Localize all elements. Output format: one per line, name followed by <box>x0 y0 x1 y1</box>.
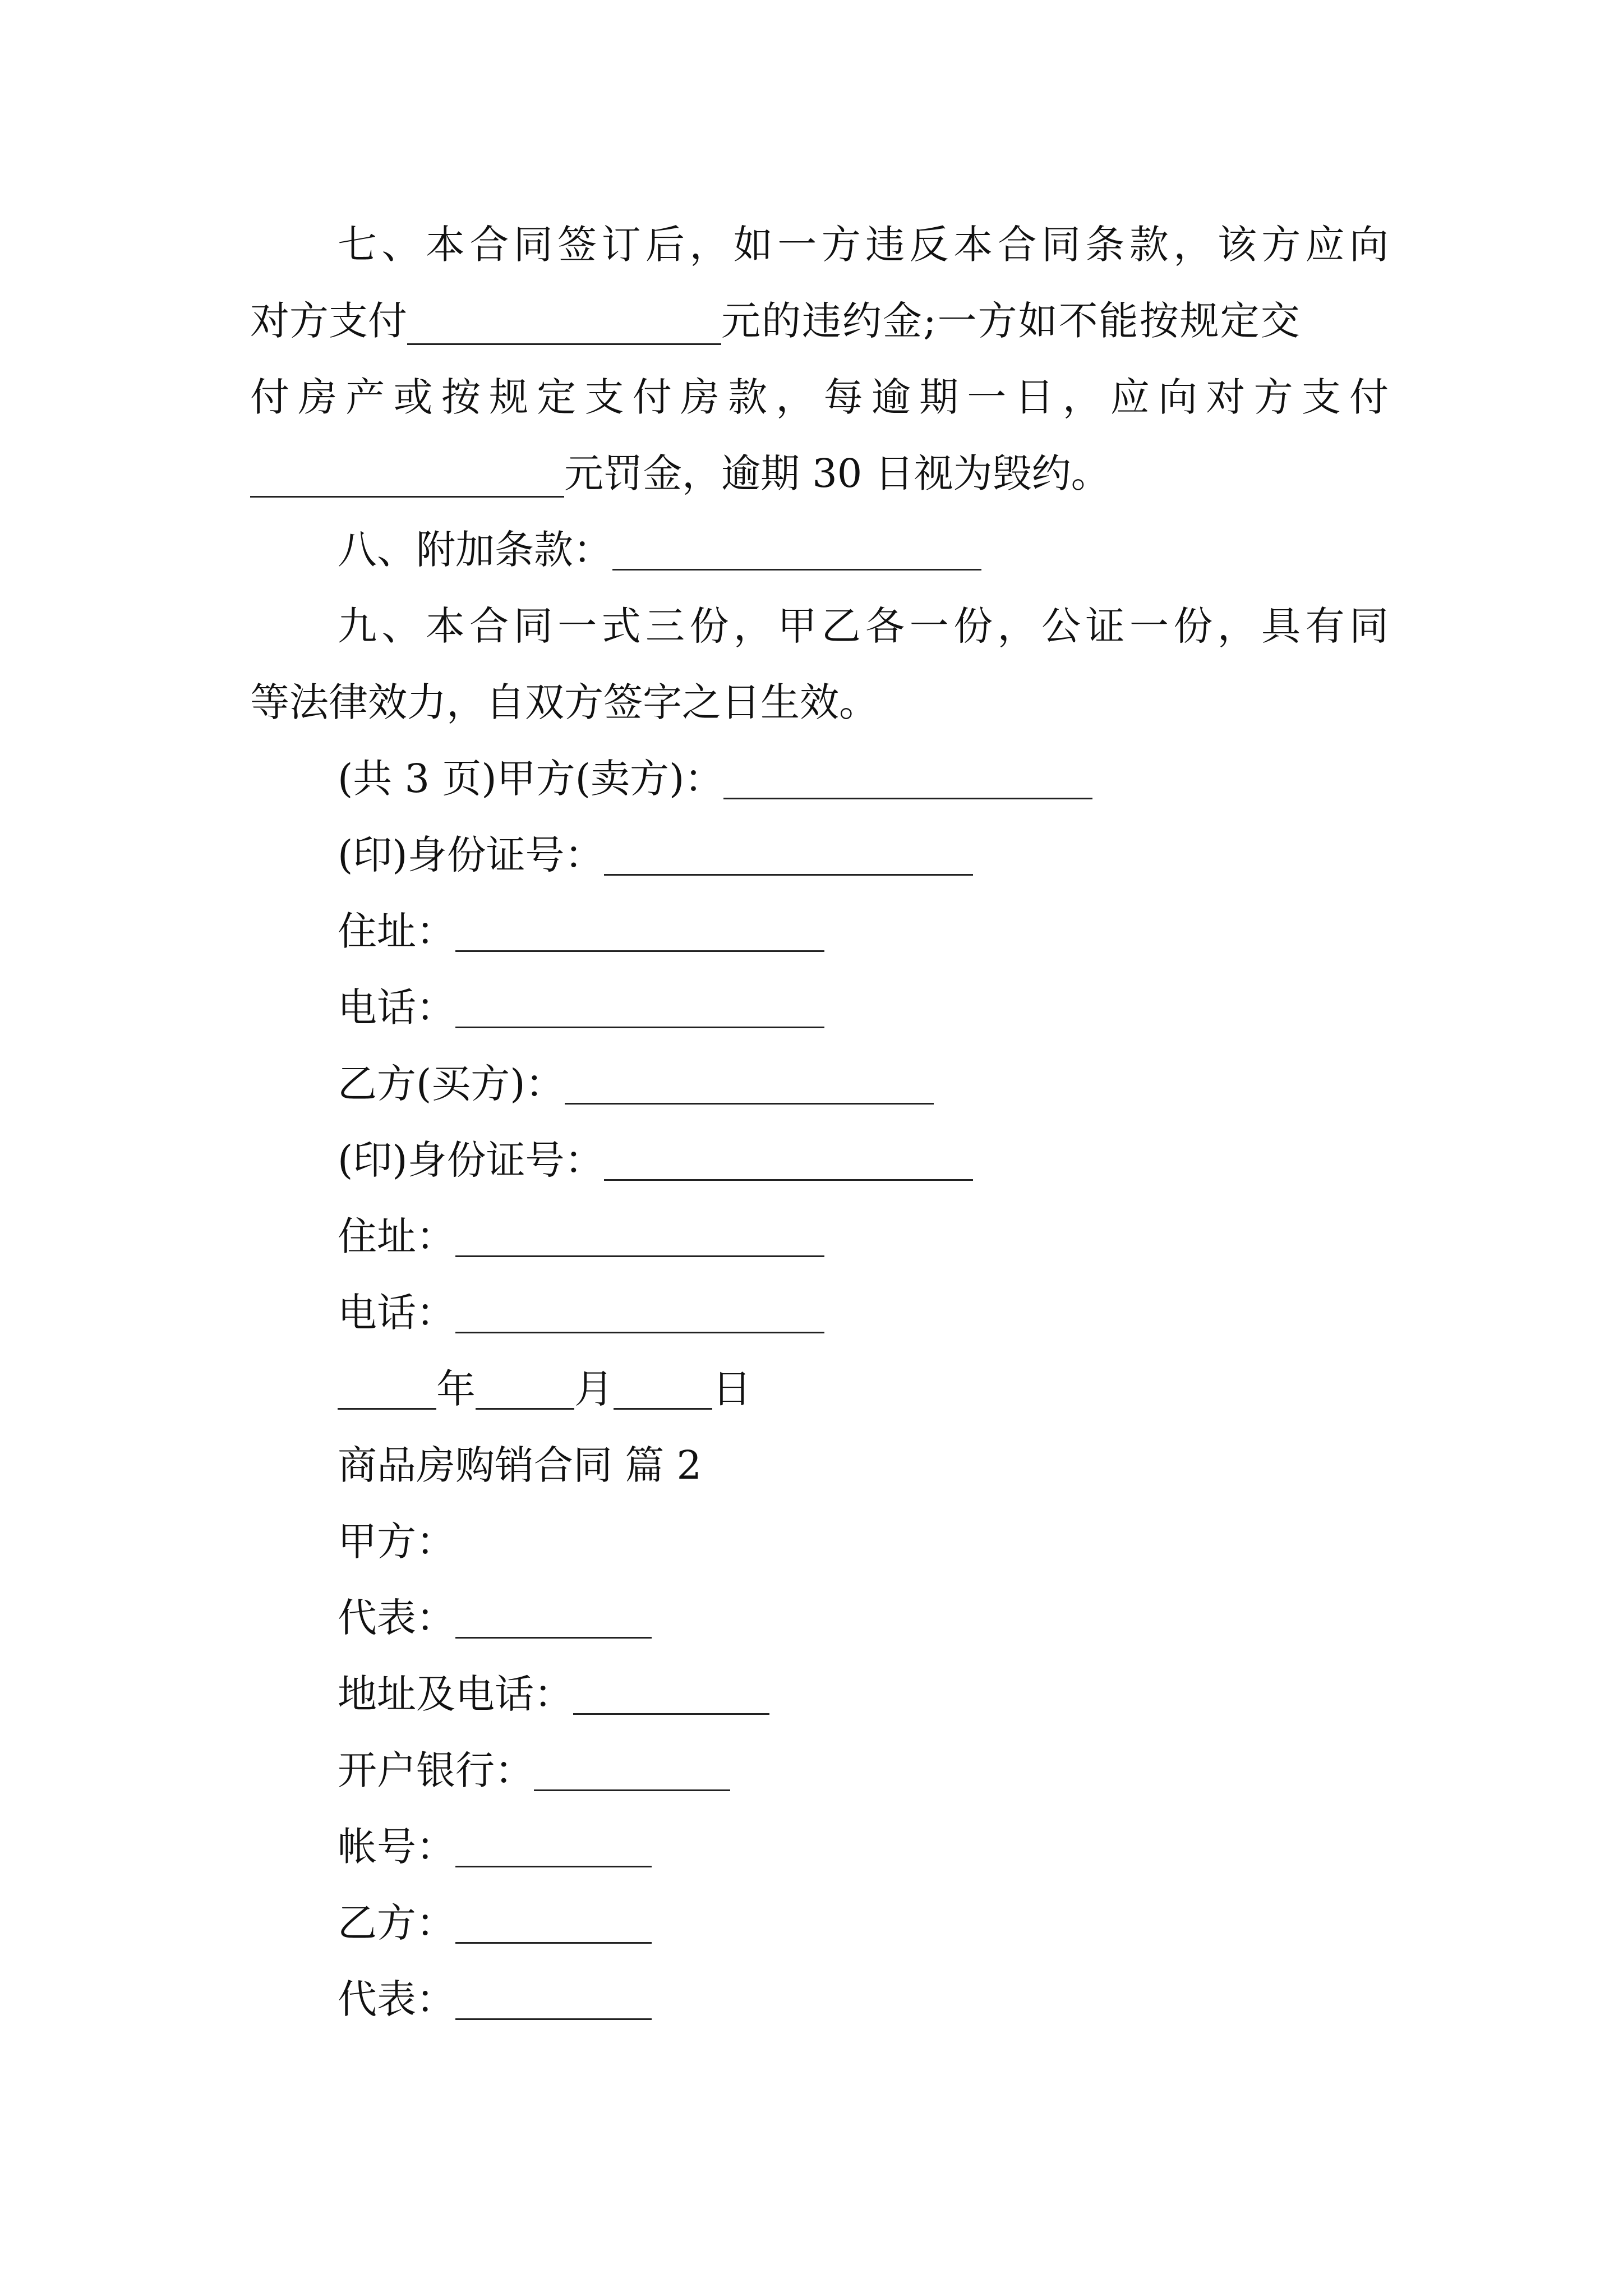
clause-7-penalty-text: 元的违约金;一方如不能按规定交 <box>721 298 1301 344</box>
seller-phone-row <box>338 974 824 1041</box>
account-row <box>338 1813 652 1880</box>
seller-phone-blank[interactable] <box>455 987 824 1028</box>
bank-row <box>338 1737 730 1804</box>
buyer-address-label: 住址： <box>338 1213 455 1259</box>
clause-7-line-3: 付房产或按规定支付房款，每逾期一日，应向对方支付 <box>250 374 1389 420</box>
seller-address-blank[interactable] <box>455 911 824 952</box>
rep-a-row <box>338 1584 652 1651</box>
buyer-id-label: (印)身份证号： <box>338 1137 604 1183</box>
buyer-phone-blank[interactable] <box>455 1292 824 1333</box>
rep-a-label: 代表： <box>338 1595 455 1641</box>
year-label: 年 <box>436 1366 476 1412</box>
daily-fine-blank[interactable] <box>250 457 564 498</box>
buyer-address-blank[interactable] <box>455 1216 824 1257</box>
section-2-title-row <box>338 1432 702 1499</box>
buyer-row <box>338 1050 934 1117</box>
bank-label: 开户银行： <box>338 1747 534 1793</box>
rep-a-blank[interactable] <box>455 1598 652 1639</box>
address-phone-row <box>338 1660 769 1728</box>
address-phone-label: 地址及电话： <box>338 1671 573 1717</box>
rep-b-blank[interactable] <box>455 1979 652 2020</box>
clause-7-line-1: 七、本合同签订后，如一方违反本合同条款，该方应向 <box>338 222 1389 268</box>
clause-7-line-2 <box>250 287 1389 355</box>
clause-7-fine-text: 元罚金，逾期 30 日视为毁约。 <box>564 450 1110 496</box>
buyer-phone-row <box>338 1279 824 1346</box>
party-b-row <box>338 1889 652 1957</box>
clause-9-line-2: 等法律效力，自双方签字之日生效。 <box>250 679 878 725</box>
seller-address-label: 住址： <box>338 908 455 954</box>
party-b-label: 乙方： <box>338 1900 455 1946</box>
clause-7-line-4 <box>250 440 1389 507</box>
additional-terms-blank[interactable] <box>612 530 981 570</box>
month-blank[interactable] <box>476 1369 574 1410</box>
penalty-amount-blank[interactable] <box>407 304 721 345</box>
seller-id-row <box>338 821 973 889</box>
seller-phone-label: 电话： <box>338 984 455 1030</box>
party-a-label: 甲方： <box>338 1519 455 1565</box>
party-b-blank[interactable] <box>455 1903 652 1944</box>
address-phone-blank[interactable] <box>573 1674 769 1715</box>
clause-9-line-1: 九、本合同一式三份，甲乙各一份，公证一份，具有同 <box>338 603 1389 649</box>
rep-b-row <box>338 1966 652 2033</box>
section-2-title: 商品房购销合同 篇 2 <box>338 1442 702 1488</box>
buyer-phone-label: 电话： <box>338 1290 455 1336</box>
clause-7-pay-label: 对方支付 <box>250 298 407 344</box>
seller-id-label: (印)身份证号： <box>338 832 604 878</box>
buyer-address-row <box>338 1203 824 1270</box>
buyer-id-blank[interactable] <box>604 1140 973 1181</box>
buyer-name-blank[interactable] <box>565 1064 934 1105</box>
date-row <box>338 1355 751 1423</box>
day-blank[interactable] <box>614 1369 712 1410</box>
account-label: 帐号： <box>338 1824 455 1870</box>
buyer-label: 乙方(买方)： <box>338 1061 565 1107</box>
rep-b-label: 代表： <box>338 1976 455 2022</box>
seller-row <box>338 745 1092 812</box>
seller-name-blank[interactable] <box>723 758 1092 799</box>
account-blank[interactable] <box>455 1826 652 1867</box>
seller-label: (共 3 页)甲方(卖方)： <box>338 756 724 802</box>
seller-address-row <box>338 898 824 965</box>
month-label: 月 <box>574 1366 614 1412</box>
clause-8 <box>338 516 981 583</box>
buyer-id-row <box>338 1126 973 1194</box>
bank-blank[interactable] <box>534 1750 730 1791</box>
day-label: 日 <box>712 1366 751 1412</box>
year-blank[interactable] <box>338 1369 436 1410</box>
party-a-row <box>338 1508 455 1575</box>
seller-id-blank[interactable] <box>604 835 973 876</box>
clause-8-label: 八、附加条款： <box>338 527 612 573</box>
